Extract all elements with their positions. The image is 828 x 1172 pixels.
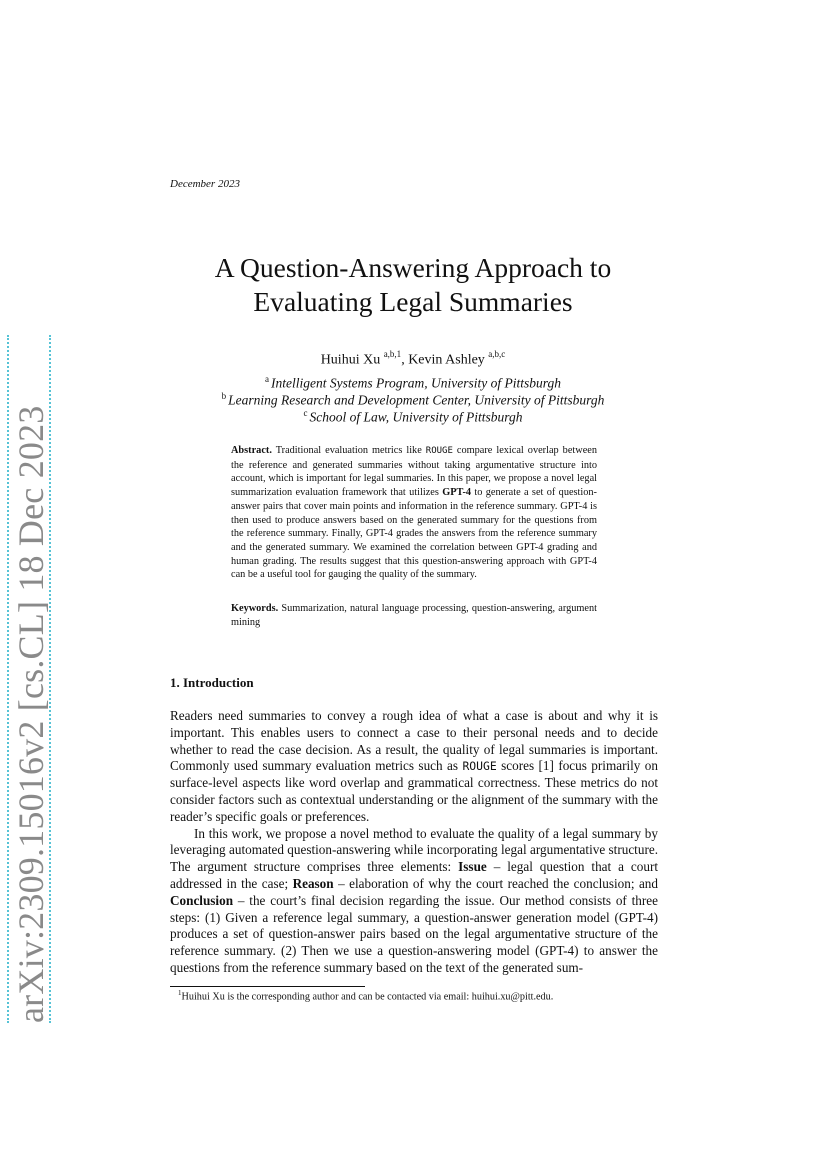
paper-title — [170, 251, 656, 319]
affiliation-text: Intelligent Systems Program, University of Pittsburgh — [271, 375, 561, 391]
paragraph — [170, 826, 658, 977]
keywords-text: Summarization, natural language processing, question-answering, argument mining — [231, 603, 597, 628]
abstract-label: Abstract. — [231, 445, 272, 456]
author-name: , Kevin Ashley — [401, 352, 485, 368]
term-conclusion: Conclusion — [170, 892, 234, 908]
abstract — [231, 444, 597, 582]
publication-date: December 2023 — [170, 178, 240, 190]
author-affil-marks: a,b,c — [488, 349, 506, 359]
paragraph-text: – elaboration of why the court reached the conclusion; and — [333, 875, 658, 891]
footnote-rule — [170, 986, 365, 987]
term-issue: Issue — [458, 859, 487, 875]
abstract-text: to generate a set of question-answer pairs that cover main points and information in the reference summary. GPT-4 is then used to produce answers based on the generated summary for the questions from the reference summary. Finally, GPT-4 grades the answers from the reference summary and the generated summary. We examined the correlation between GPT-4 grading and human grading. The results suggest that this question-answering approach with GPT-4 can be a useful tool for gauging the quality of the summary. — [231, 487, 597, 581]
footnote-mark: 1 — [178, 989, 182, 997]
paragraph-text: – the court’s final decision regarding the issue. Our method consists of three steps: (1) Given a reference legal summary, a question-answer generation model (GPT-4) produces a set of question-answer pairs based on the legal argumentative structure of the reference summary. (2) Then we use a question-answering model (GPT-4) to answer the questions from the reference summary based on the text of the generated sum- — [170, 892, 658, 975]
affiliation — [170, 405, 656, 426]
keywords — [231, 602, 597, 629]
author-list — [170, 350, 656, 369]
rouge-term: ROUGE — [462, 759, 497, 774]
abstract-text: Traditional evaluation metrics like — [275, 445, 426, 456]
footnote — [178, 989, 553, 1002]
paragraph-text: Readers need summaries to convey a rough idea of what a case is about and why it is important. This enables users to connect a case to their personal needs and to decide whether to read the case decision. As a result, the quality of legal summaries is important. Commonly used summary evaluation metrics such as — [170, 708, 658, 774]
paragraph-text: In this work, we propose a novel method to evaluate the quality of a legal summary by leveraging automated question-answering while incorporating legal argumentative structure. The argument structure comprises three elements: — [170, 825, 658, 875]
affiliation-mark: c — [303, 408, 308, 418]
title-line-2: Evaluating Legal Summaries — [253, 286, 573, 317]
arxiv-stamp — [3, 335, 59, 1023]
abstract-text: compare lexical overlap between the reference and generated summaries without taking argumentative structure into account, which is important for legal summaries. In this paper, we propose a novel legal summarization evaluation framework that utilizes — [231, 445, 597, 499]
title-line-1: A Question-Answering Approach to — [214, 252, 612, 283]
introduction-body — [170, 708, 658, 977]
author-affil-marks: a,b,1 — [383, 349, 402, 359]
paragraph-text: scores [1] focus primarily on surface-level aspects like word overlap and grammatical correctness. These metrics do not consider factors such as contextual understanding or the alignment of the summary with the reader’s specific goals or preferences. — [170, 758, 658, 824]
section-heading: 1. Introduction — [170, 675, 254, 690]
term-reason: Reason — [292, 875, 334, 891]
affiliation-mark: a — [265, 374, 270, 384]
author-name: Huihui Xu — [320, 352, 381, 368]
paragraph-text: – legal question that a court addressed in the case; — [170, 859, 658, 891]
arxiv-identifier: arXiv:2309.15016v2 [cs.CL] 18 Dec 2023 — [11, 405, 51, 1023]
footnote-text: Huihui Xu is the corresponding author and can be contacted via email: huihui.xu@pitt.edu. — [181, 991, 554, 1003]
affiliation-text: Learning Research and Development Center, University of Pittsburgh — [228, 392, 605, 408]
affiliation-text: School of Law, University of Pittsburgh — [309, 409, 523, 425]
abstract-rouge: ROUGE — [425, 446, 453, 456]
abstract-gpt4: GPT-4 — [442, 487, 472, 499]
keywords-label: Keywords. — [231, 603, 279, 614]
paragraph — [170, 708, 658, 826]
affiliation-mark: b — [221, 391, 227, 401]
